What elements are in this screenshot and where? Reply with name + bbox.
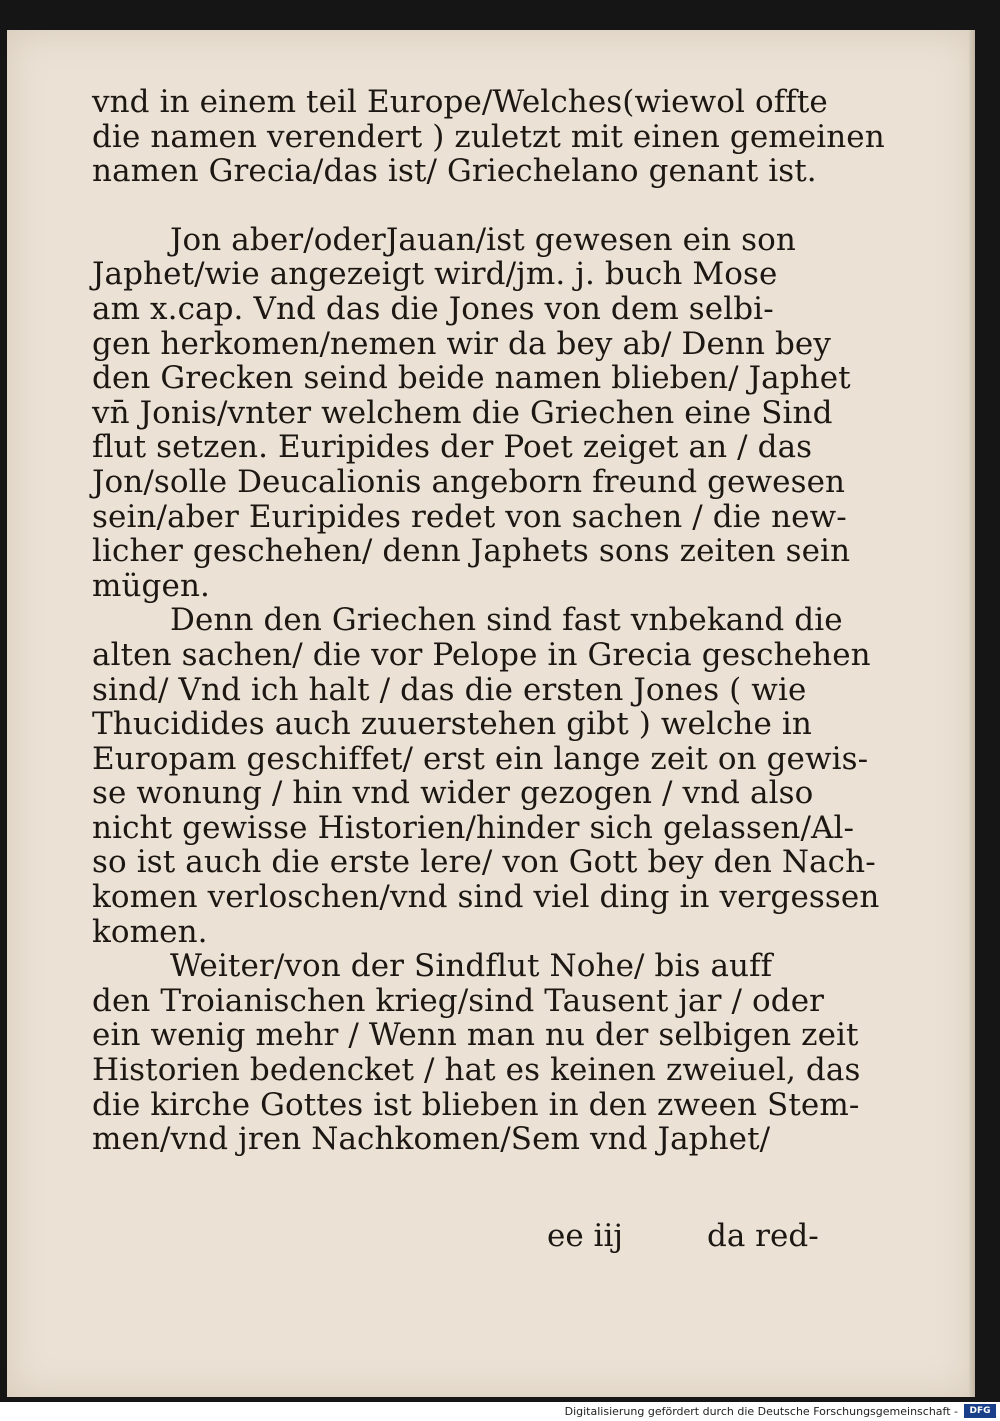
text-line: komen. bbox=[92, 913, 208, 950]
text-line: Jon aber/oderJauan/ist gewesen ein son bbox=[170, 221, 796, 258]
text-line: Jon/solle Deucalionis angeborn freund gewesen bbox=[92, 463, 846, 500]
text-line: vnd in einem teil Europe/Welches(wiewol offte bbox=[92, 84, 828, 120]
text-line: flut setzen. Euripides der Poet zeiget an / das bbox=[92, 429, 813, 466]
page-footer bbox=[92, 1218, 819, 1254]
text-line: gen herkomen/nemen wir da bey ab/ Denn bey bbox=[92, 325, 831, 362]
text-line: die kirche Gottes ist blieben in den zween Stem- bbox=[92, 1086, 860, 1123]
text-line: Denn den Griechen sind fast vnbekand die bbox=[170, 602, 843, 639]
page-text bbox=[92, 84, 885, 1158]
text-line: namen Grecia/das ist/ Griechelano genant ist. bbox=[92, 153, 817, 190]
funding-credit: Digitalisierung gefördert durch die Deutsche Forschungsgemeinschaft - bbox=[564, 1405, 958, 1418]
dfg-logo-icon: DFG bbox=[964, 1404, 996, 1418]
text-line: am x.cap. Vnd das die Jones von dem selbi- bbox=[92, 290, 774, 327]
paragraph-1 bbox=[92, 84, 885, 190]
text-line: sein/aber Euripides redet von sachen / die new- bbox=[92, 498, 847, 535]
paragraph-3 bbox=[92, 602, 880, 950]
text-line: sind/ Vnd ich halt / das die ersten Jones ( wie bbox=[92, 671, 807, 708]
text-line: nicht gewisse Historien/hinder sich gelassen/Al- bbox=[92, 809, 855, 846]
text-line: die namen verendert ) zuletzt mit einen gemeinen bbox=[92, 118, 885, 155]
paragraph-4 bbox=[92, 948, 861, 1158]
text-line: alten sachen/ die vor Pelope in Grecia geschehen bbox=[92, 636, 871, 673]
text-line: komen verloschen/vnd sind viel ding in vergessen bbox=[92, 879, 880, 916]
text-line: Japhet/wie angezeigt wird/jm. j. buch Mose bbox=[92, 256, 778, 293]
paragraph-2 bbox=[92, 221, 851, 604]
signature-mark: ee iij bbox=[547, 1218, 623, 1254]
text-line: men/vnd jren Nachkomen/Sem vnd Japhet/ bbox=[92, 1121, 771, 1158]
text-line: den Troianischen krieg/sind Tausent jar / oder bbox=[92, 982, 825, 1019]
text-line: mügen. bbox=[92, 567, 210, 604]
text-line: Europam geschiffet/ erst ein lange zeit on gewis- bbox=[92, 740, 869, 777]
text-line: Thucidides auch zuuerstehen gibt ) welche in bbox=[92, 706, 812, 743]
credit-bar bbox=[0, 1402, 1000, 1421]
catchword: da red- bbox=[707, 1218, 819, 1254]
text-line: vn̄ Jonis/vnter welchem die Griechen eine Sind bbox=[92, 394, 833, 431]
text-line: so ist auch die erste lere/ von Gott bey den Nach- bbox=[92, 844, 876, 881]
text-line: Weiter/von der Sindflut Nohe/ bis auff bbox=[170, 948, 773, 985]
text-line: Historien bedencket / hat es keinen zweiuel, das bbox=[92, 1052, 861, 1089]
text-line: den Grecken seind beide namen blieben/ Japhet bbox=[92, 360, 851, 397]
book-page bbox=[7, 30, 975, 1397]
text-line: licher geschehen/ denn Japhets sons zeiten sein bbox=[92, 533, 851, 570]
page-edge bbox=[969, 30, 975, 1397]
text-line: ein wenig mehr / Wenn man nu der selbigen zeit bbox=[92, 1017, 859, 1054]
text-line: se wonung / hin vnd wider gezogen / vnd also bbox=[92, 775, 814, 812]
